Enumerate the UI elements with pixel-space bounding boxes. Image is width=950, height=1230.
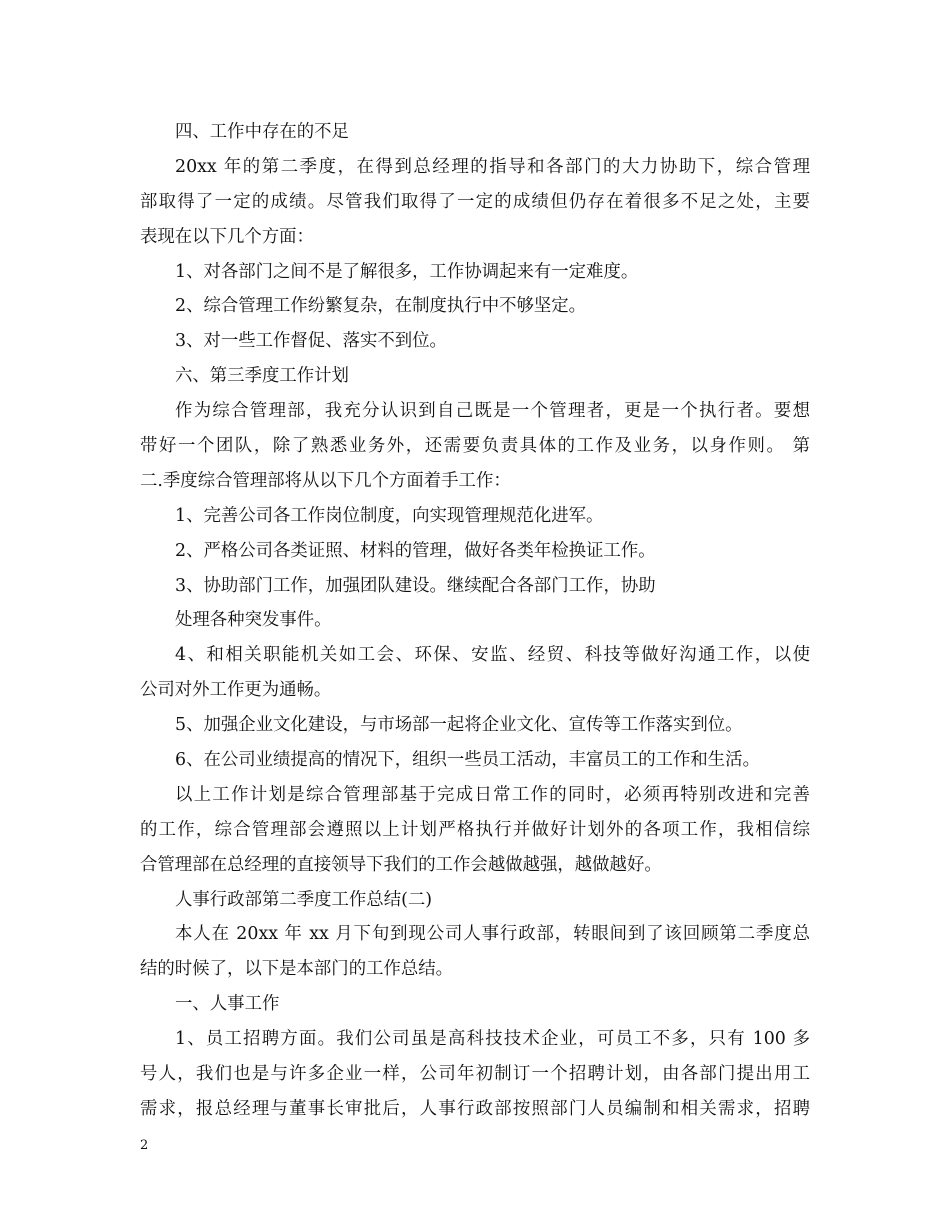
paragraph-line: 带好一个团队，除了熟悉业务外，还需要负责具体的工作及业务，以身作则。 第 xyxy=(140,436,810,457)
list-item: 3、协助部门工作，加强团队建设。继续配合各部门工作，协助 xyxy=(175,575,656,596)
paragraph-line: 结的时候了，以下是本部门的工作总结。 xyxy=(140,959,454,980)
document-body xyxy=(140,115,810,1127)
paragraph-line: 需求，报总经理与董事长审批后，人事行政部按照部门人员编制和相关需求，招聘 xyxy=(140,1098,810,1119)
list-item: 2、综合管理工作纷繁复杂，在制度执行中不够坚定。 xyxy=(175,296,587,317)
list-item-continuation: 公司对外工作更为通畅。 xyxy=(140,680,332,701)
paragraph-line: 作为综合管理部，我充分认识到自己既是一个管理者，更是一个执行者。要想 xyxy=(175,401,810,422)
list-item-continuation: 处理各种突发事件。 xyxy=(175,610,332,631)
section-heading: 一、人事工作 xyxy=(175,994,280,1015)
paragraph-line: 的工作，综合管理部会遵照以上计划严格执行并做好计划外的各项工作，我相信综 xyxy=(140,819,810,840)
section-heading: 六、第三季度工作计划 xyxy=(175,366,349,387)
paragraph-line: 表现在以下几个方面： xyxy=(140,226,314,247)
list-item: 5、加强企业文化建设，与市场部一起将企业文化、宣传等工作落实到位。 xyxy=(175,715,743,736)
paragraph-line: 1、员工招聘方面。我们公司虽是高科技技术企业，可员工不多，只有 100 多 xyxy=(175,1029,810,1050)
page-number: 2 xyxy=(140,1138,149,1153)
list-item: 2、严格公司各类证照、材料的管理，做好各类年检换证工作。 xyxy=(175,540,656,561)
paragraph-line: 以上工作计划是综合管理部基于完成日常工作的同时，必须再特别改进和完善 xyxy=(175,784,810,805)
paragraph-line: 20xx 年的第二季度，在得到总经理的指导和各部门的大力协助下，综合管理 xyxy=(175,156,810,177)
paragraph-line: 部取得了一定的成绩。尽管我们取得了一定的成绩但仍存在着很多不足之处，主要 xyxy=(140,191,810,212)
list-item: 6、在公司业绩提高的情况下，组织一些员工活动，丰富员工的工作和生活。 xyxy=(175,750,760,771)
section-title: 人事行政部第二季度工作总结(二) xyxy=(175,889,433,910)
list-item: 1、对各部门之间不是了解很多，工作协调起来有一定难度。 xyxy=(175,261,639,282)
list-item: 1、完善公司各工作岗位制度，向实现管理规范化进军。 xyxy=(175,505,604,526)
list-item: 3、对一些工作督促、落实不到位。 xyxy=(175,331,447,352)
paragraph-line: 合管理部在总经理的直接领导下我们的工作会越做越强，越做越好。 xyxy=(140,854,662,875)
section-heading: 四、工作中存在的不足 xyxy=(175,122,349,142)
paragraph-line: 本人在 20xx 年 xx 月下旬到现公司人事行政部，转眼间到了该回顾第二季度总 xyxy=(175,924,810,945)
list-item: 4、和相关职能机关如工会、环保、安监、经贸、科技等做好沟通工作，以使 xyxy=(175,645,810,666)
paragraph-line: 号人，我们也是与许多企业一样，公司年初制订一个招聘计划，由各部门提出用工 xyxy=(140,1064,810,1085)
paragraph-line: 二.季度综合管理部将从以下几个方面着手工作： xyxy=(140,470,511,491)
